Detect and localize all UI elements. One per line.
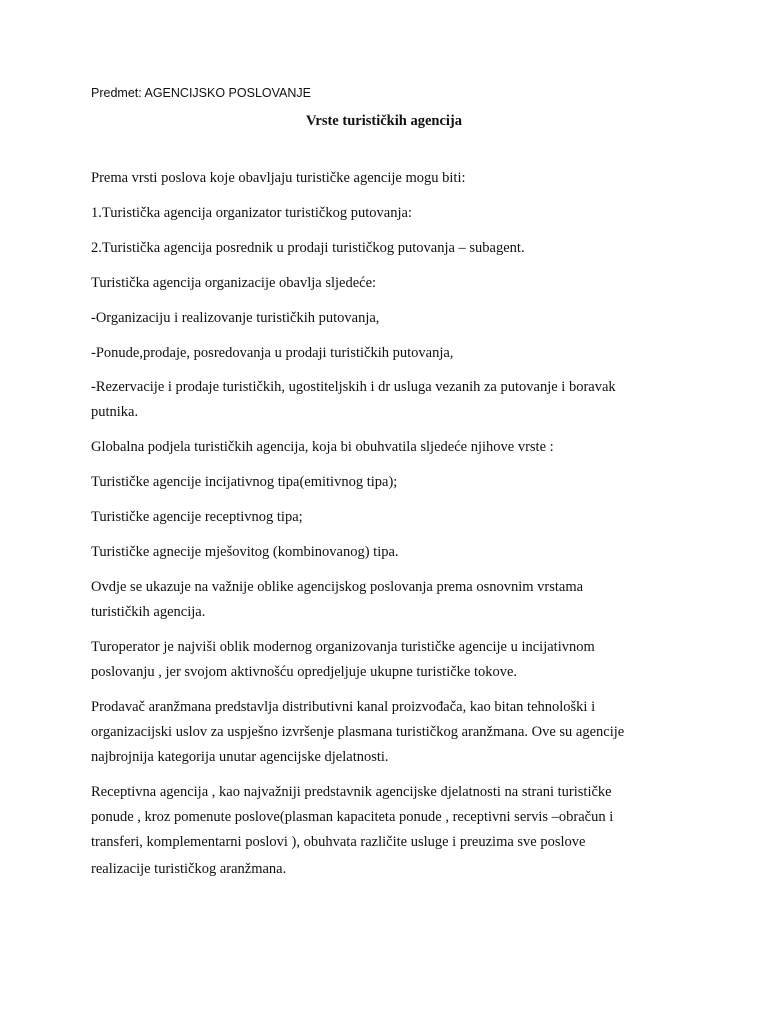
subject-line: Predmet: AGENCIJSKO POSLOVANJE [91, 86, 311, 100]
paragraph-line: Turistička agencija organizacije obavlja sljedeće: [91, 275, 377, 291]
list-item: -Ponude,prodaje, posredovanja u prodaji turističkih putovanja, [91, 345, 454, 361]
intro-line: Prema vrsti poslova koje obavljaju turističke agencije mogu biti: [91, 170, 466, 186]
paragraph-line: Receptivna agencija , kao najvažniji predstavnik agencijske djelatnosti na strani turističke [91, 784, 612, 800]
paragraph-line: Ovdje se ukazuje na važnije oblike agencijskog poslovanja prema osnovnim vrstama [91, 579, 584, 595]
list-item: -Organizaciju i realizovanje turističkih putovanja, [91, 310, 380, 326]
paragraph-line: Turoperator je najviši oblik modernog organizovanja turističke agencije u incijativnom [91, 639, 595, 655]
paragraph-line: poslovanju , jer svojom aktivnošću opredjeljuje ukupne turističke tokove. [91, 664, 518, 680]
list-item: -Rezervacije i prodaje turističkih, ugostiteljskih i dr usluga vezanih za putovanje i boravak [91, 379, 616, 395]
list-item: 2.Turistička agencija posrednik u prodaji turističkog putovanja – subagent. [91, 240, 525, 256]
document-title: Vrste turističkih agencija [306, 113, 462, 129]
paragraph-line: organizacijski uslov za uspješno izvršenje plasmana turističkog aranžmana. Ove su agencije [91, 724, 625, 740]
paragraph-line: ponude , kroz pomenute poslove(plasman kapaciteta ponude , receptivni servis –obračun i [91, 809, 614, 825]
list-item: 1.Turistička agencija organizator turističkog putovanja: [91, 205, 412, 221]
paragraph-line: najbrojnija kategorija unutar agencijske djelatnosti. [91, 749, 389, 765]
list-item: Turističke agencije incijativnog tipa(emitivnog tipa); [91, 474, 398, 490]
paragraph-line: turističkih agencija. [91, 604, 206, 620]
paragraph-line: transferi, komplementarni poslovi ), obuhvata različite usluge i preuzima sve poslove [91, 834, 586, 850]
paragraph-line: Globalna podjela turističkih agencija, koja bi obuhvatila sljedeće njihove vrste : [91, 439, 554, 455]
list-item: Turističke agnecije mješovitog (kombinovanog) tipa. [91, 544, 399, 560]
paragraph-line: realizacije turističkog aranžmana. [91, 861, 287, 877]
list-item: Turističke agencije receptivnog tipa; [91, 509, 303, 525]
paragraph-line: Prodavač aranžmana predstavlja distributivni kanal proizvođača, kao bitan tehnološki i [91, 699, 596, 715]
list-item-continued: putnika. [91, 404, 139, 420]
